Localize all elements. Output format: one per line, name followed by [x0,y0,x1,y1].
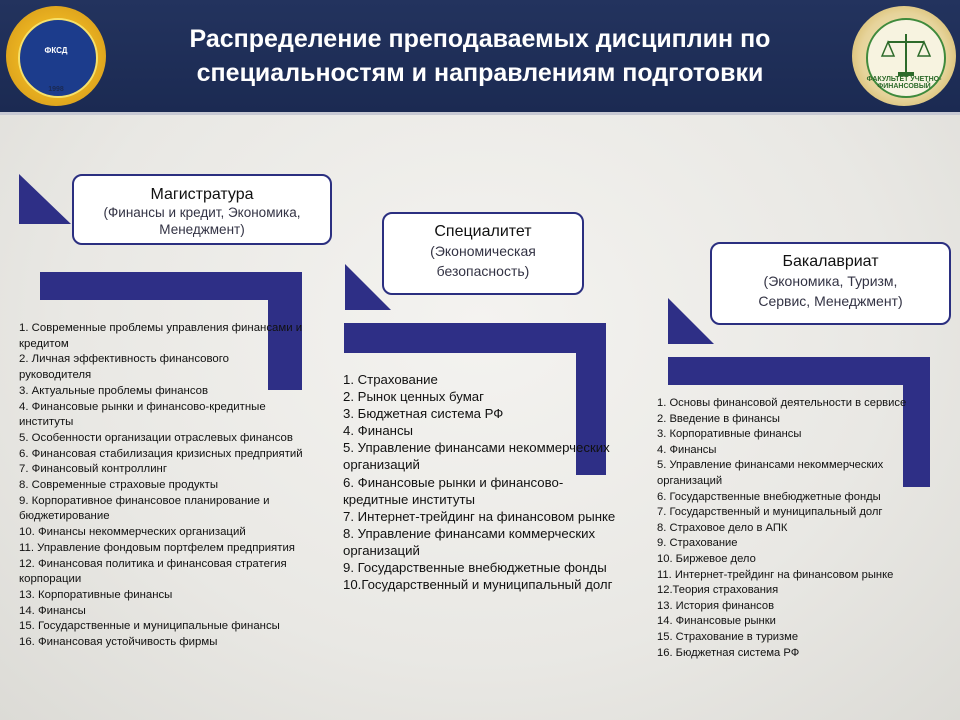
page-title-line2: специальностям и направлениям подготовки [196,59,764,87]
specialist-subtitle-1: (Экономическая [430,243,536,259]
discipline-list-item: 7. Интернет-трейдинг на финансовом рынке [343,508,616,524]
specialist-discipline-list [343,371,618,593]
page-title-line1: Распределение преподаваемых дисциплин по [189,25,771,53]
discipline-list-item: 12. Финансовая политика и финансовая стратегия корпорации [19,557,287,586]
discipline-list-item: 2. Введение в финансы [657,412,780,425]
discipline-list-item: 16. Бюджетная система РФ [657,646,800,659]
discipline-list-item: 4. Финансы [657,443,717,456]
discipline-list-item: 10. Финансы некоммерческих организаций [19,526,246,539]
bachelor-subtitle-1: (Экономика, Туризм, [763,273,898,289]
header-banner [0,0,960,115]
discipline-list-item: 8. Страховое дело в АПК [657,521,788,534]
discipline-list-item: 1. Основы финансовой деятельности в сервисе [657,397,907,409]
specialist-title: Специалитет [434,223,532,240]
discipline-list-item: 5. Особенности организации отраслевых финансов [19,431,293,444]
discipline-list-item: 3. Корпоративные финансы [657,428,802,441]
discipline-list-item: 2. Рынок ценных бумаг [343,389,484,405]
discipline-list-item: 8. Современные страховые продукты [19,479,219,492]
bachelor-discipline-list [657,396,947,661]
arrow-triangle-icon [19,174,71,224]
bachelor-title: Бакалавриат [782,253,879,270]
discipline-list-item: 1. Страхование [343,372,438,387]
bracket-bar-horizontal [668,357,930,385]
masters-title: Магистратура [150,186,254,203]
arrow-triangle-icon [668,298,714,344]
university-logo-left [6,6,106,106]
discipline-list-item: 15. Государственные и муниципальные финансы [19,620,280,633]
masters-subtitle-1: (Финансы и кредит, Экономика, [103,205,301,220]
logo-left-year: 1998 [48,86,64,93]
discipline-list-item: 11. Управление фондовым портфелем предприятия [19,541,295,554]
faculty-logo-right [852,6,956,106]
discipline-list-item: 3. Актуальные проблемы финансов [19,384,209,397]
bracket-bar-horizontal [344,323,606,353]
bachelor-subtitle-2: Сервис, Менеджмент) [758,293,903,309]
discipline-list-item: 7. Государственный и муниципальный долг [657,506,883,519]
discipline-list-item: 13. Корпоративные финансы [19,588,173,601]
discipline-list-item: 3. Бюджетная система РФ [343,406,504,422]
discipline-list-item: 10. Биржевое дело [657,552,756,565]
discipline-list-item: 7. Финансовый контроллинг [19,463,168,476]
specialist-subtitle-2: безопасность) [436,263,530,279]
discipline-list-item: 2. Личная эффективность финансового руководителя [19,353,229,382]
page-title [120,22,840,90]
discipline-list-item: 6. Финансовые рынки и финансово-кредитные институты [343,474,564,507]
specialist-box [382,212,584,295]
discipline-list-item: 4. Финансы [343,423,414,439]
bachelor-box [710,242,951,325]
masters-subtitle-2: Менеджмент) [159,222,245,237]
discipline-list-item: 8. Управление финансами коммерческих организаций [343,525,596,558]
discipline-list-item: 9. Корпоративное финансовое планирование и бюджетирование [19,494,270,523]
discipline-list-item: 12.Теория страхования [657,584,779,597]
discipline-list-item: 5. Управление финансами некоммерческих организаций [343,440,610,473]
discipline-list-item: 9. Страхование [657,537,738,550]
masters-discipline-list [19,321,304,651]
discipline-list-item: 14. Финансы [19,604,86,617]
logo-left-abbrev: ФКСД [44,46,68,55]
discipline-list-item: 9. Государственные внебюджетные фонды [343,560,607,576]
discipline-list-item: 16. Финансовая устойчивость фирмы [19,636,218,649]
discipline-list-item: 10.Государственный и муниципальный долг [343,577,613,593]
discipline-list-item: 5. Управление финансами некоммерческих организаций [657,459,884,487]
discipline-list-item: 4. Финансовые рынки и финансово-кредитные институты [19,400,266,429]
discipline-list-item: 11. Интернет-трейдинг на финансовом рынке [657,568,894,581]
logo-right-caption: ФАКУЛЬТЕТ УЧЕТНО-ФИНАНСОВЫЙ [866,76,942,90]
discipline-list-item: 1. Современные проблемы управления финансами и кредитом [19,322,303,350]
bracket-bar-horizontal [40,272,302,300]
discipline-list-item: 6. Государственные внебюджетные фонды [657,490,881,503]
discipline-list-item: 15. Страхование в туризме [657,630,799,643]
discipline-list-item: 14. Финансовые рынки [657,615,776,628]
discipline-list-item: 13. История финансов [657,599,775,612]
masters-box [72,174,332,245]
discipline-list-item: 6. Финансовая стабилизация кризисных предприятий [19,447,303,460]
